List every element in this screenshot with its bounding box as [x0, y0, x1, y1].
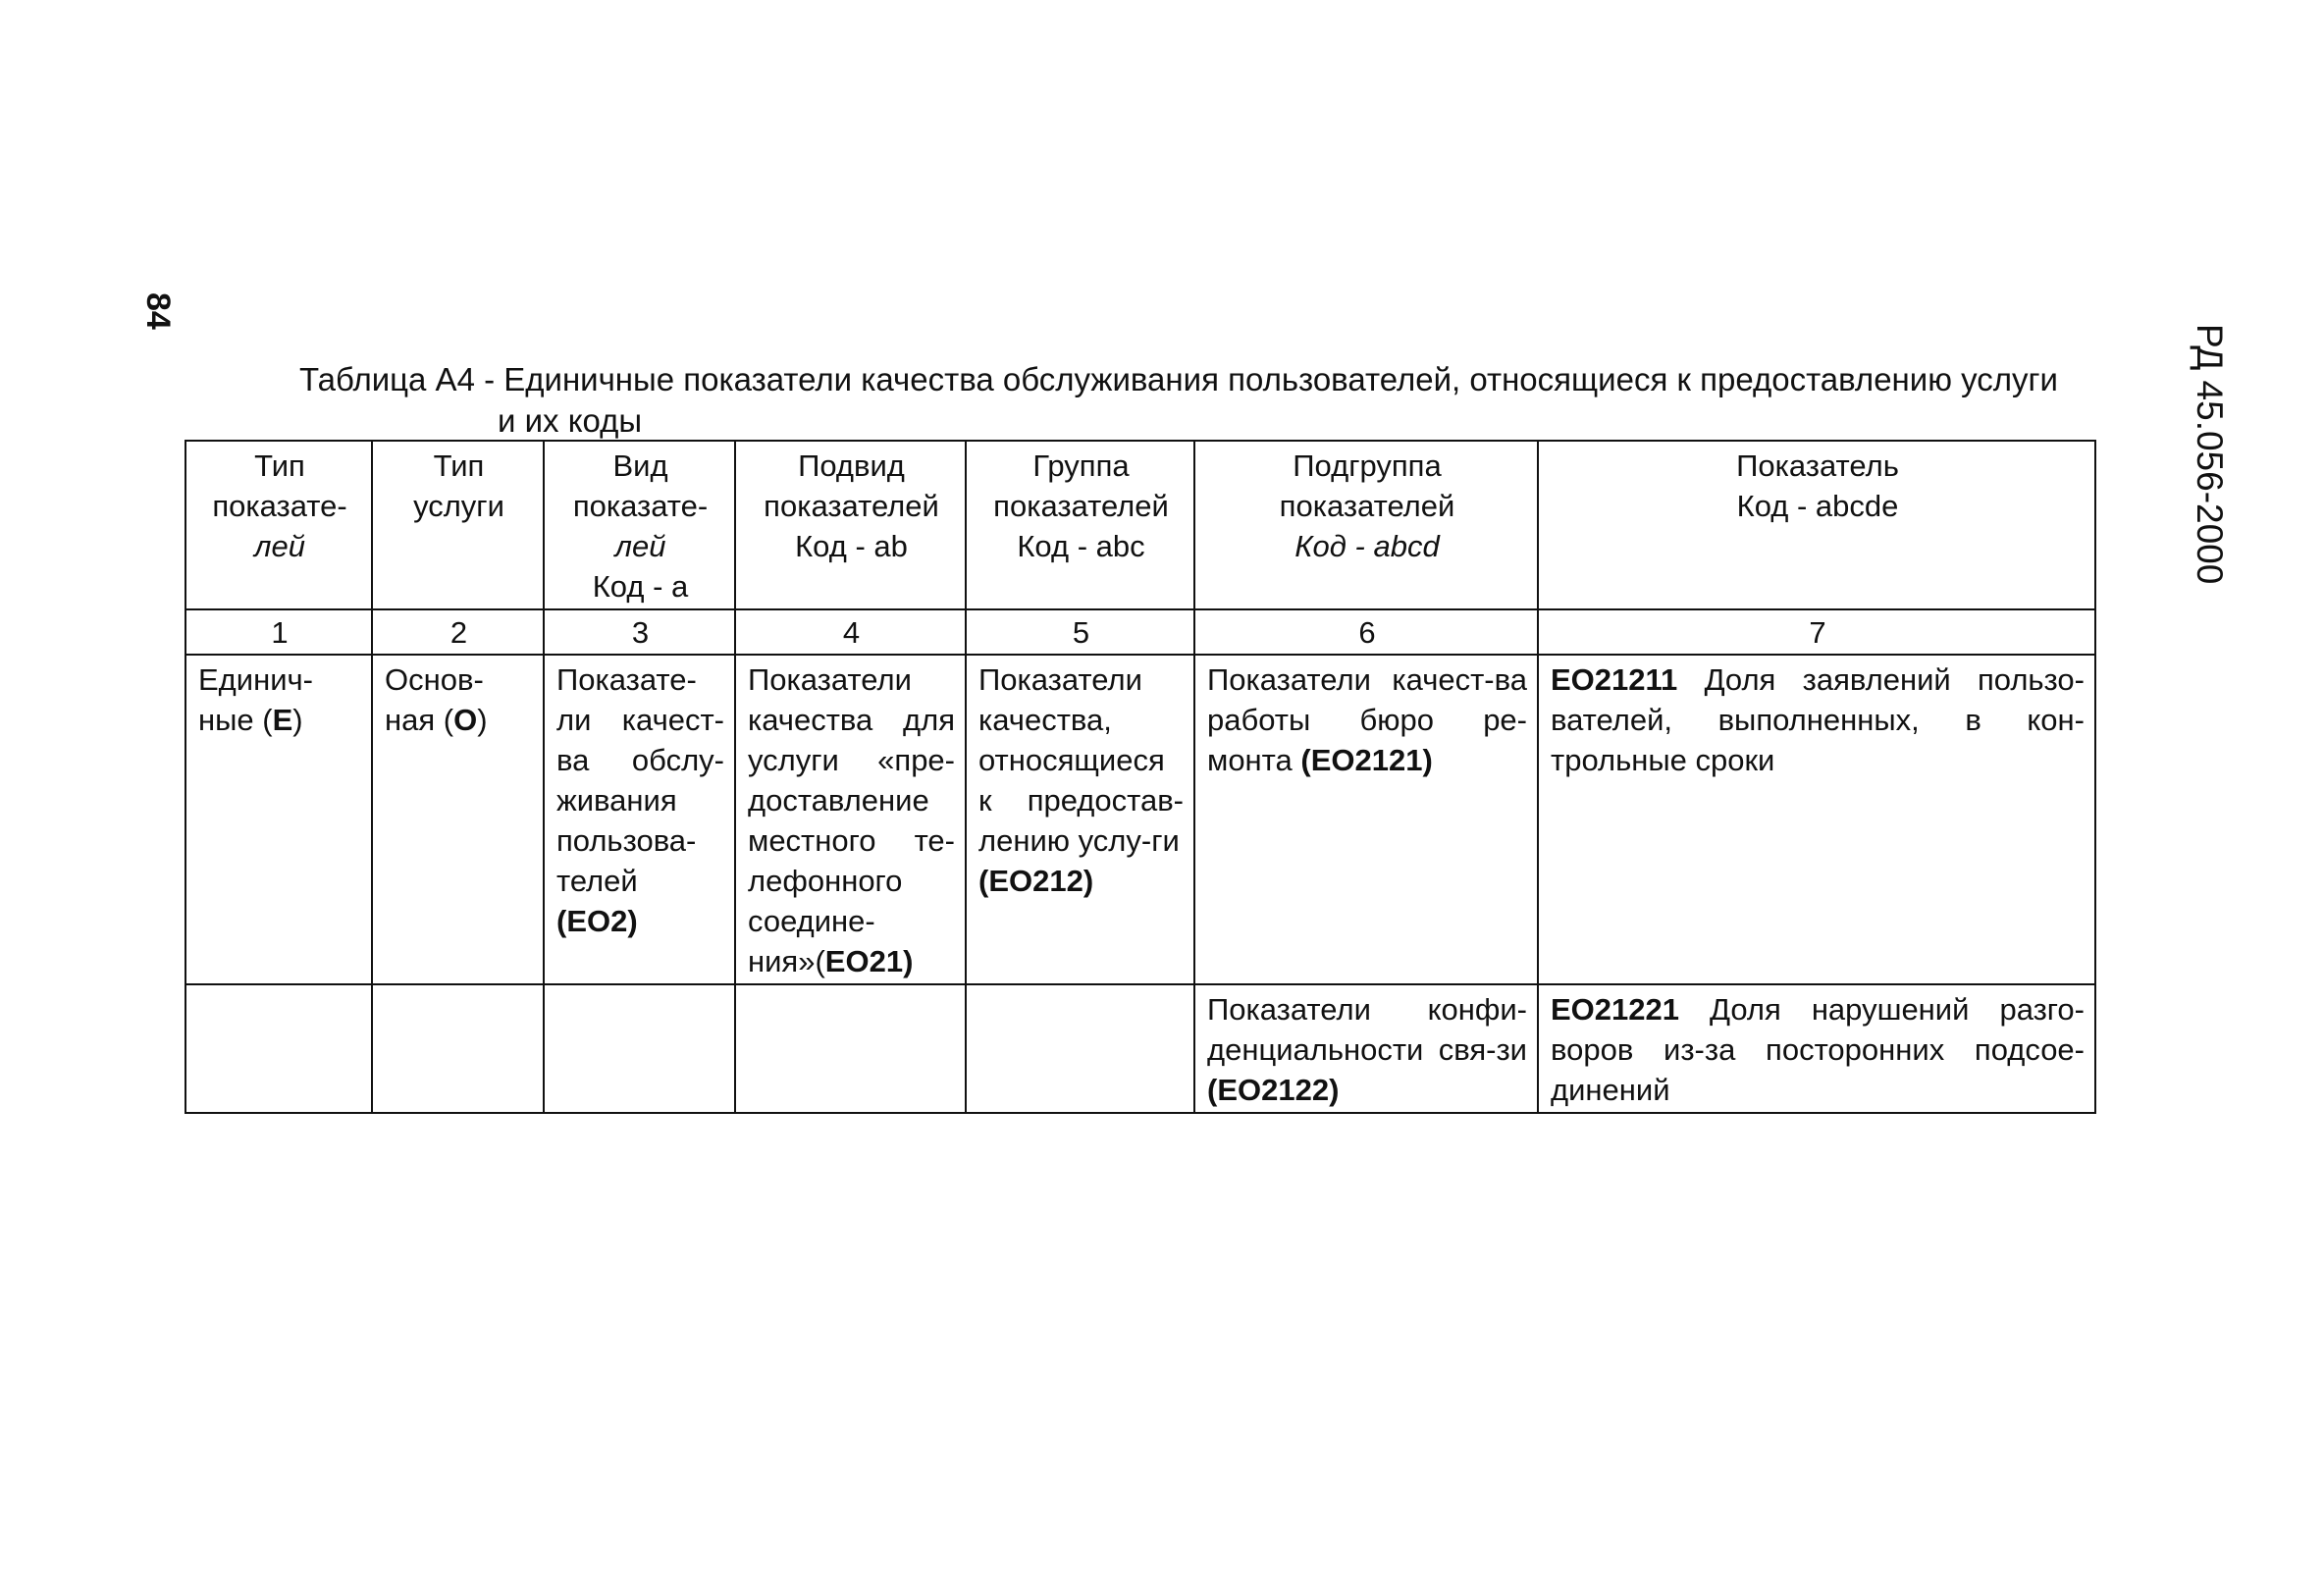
- cell-indicator-type: Единич-ные (Е): [185, 655, 372, 984]
- indicators-table: [185, 440, 2096, 1114]
- header-indicator-group: Группа показателей Код - abc: [966, 441, 1194, 609]
- cell-empty: [185, 984, 372, 1113]
- cell-indicator: ЕО21221 Доля нарушений разго-воров из-за посторонних подсое-динений: [1538, 984, 2095, 1113]
- table-row: [185, 655, 2095, 984]
- column-number: 2: [372, 609, 544, 655]
- cell-empty: [372, 984, 544, 1113]
- table-header-row: [185, 441, 2095, 609]
- column-number: 7: [1538, 609, 2095, 655]
- cell-indicator-subkind: Показатели качества для услуги «пре-доставление местного те-лефонного соедине-ния»(ЕО21): [735, 655, 966, 984]
- cell-indicator-kind: Показате-ли качест-ва обслу-живания пользова-телей (ЕО2): [544, 655, 735, 984]
- document-code: РД 45.056-2000: [2190, 324, 2230, 585]
- table-row: [185, 984, 2095, 1113]
- cell-service-type: Основ-ная (О): [372, 655, 544, 984]
- header-indicator-subgroup: Подгруппа показателей Код - abcd: [1194, 441, 1538, 609]
- header-indicator: Показатель Код - abcde: [1538, 441, 2095, 609]
- table-caption-line1: Таблица А4 - Единичные показатели качества обслуживания пользователей, относящиеся к предоставлению услуги: [299, 361, 2058, 397]
- column-number: 4: [735, 609, 966, 655]
- column-number: 1: [185, 609, 372, 655]
- cell-empty: [966, 984, 1194, 1113]
- header-indicator-kind: Вид показате- лей Код - а: [544, 441, 735, 609]
- column-number: 5: [966, 609, 1194, 655]
- cell-indicator-subgroup: Показатели конфи-денциальности свя-зи (ЕО2122): [1194, 984, 1538, 1113]
- header-indicator-subkind: Подвид показателей Код - ab: [735, 441, 966, 609]
- cell-indicator: ЕО21211 Доля заявлений пользо-вателей, выполненных, в кон-трольные сроки: [1538, 655, 2095, 984]
- page-number: 84: [139, 292, 177, 330]
- cell-empty: [544, 984, 735, 1113]
- header-indicator-type: Тип показате- лей: [185, 441, 372, 609]
- cell-indicator-group: Показатели качества, относящиеся к предостав-лению услу-ги (ЕО212): [966, 655, 1194, 984]
- column-number-row: [185, 609, 2095, 655]
- header-service-type: Тип услуги: [372, 441, 544, 609]
- cell-empty: [735, 984, 966, 1113]
- column-number: 3: [544, 609, 735, 655]
- column-number: 6: [1194, 609, 1538, 655]
- table-caption-line2: и их коды: [498, 402, 643, 439]
- cell-indicator-subgroup: Показатели качест-ва работы бюро ре-монта (ЕО2121): [1194, 655, 1538, 984]
